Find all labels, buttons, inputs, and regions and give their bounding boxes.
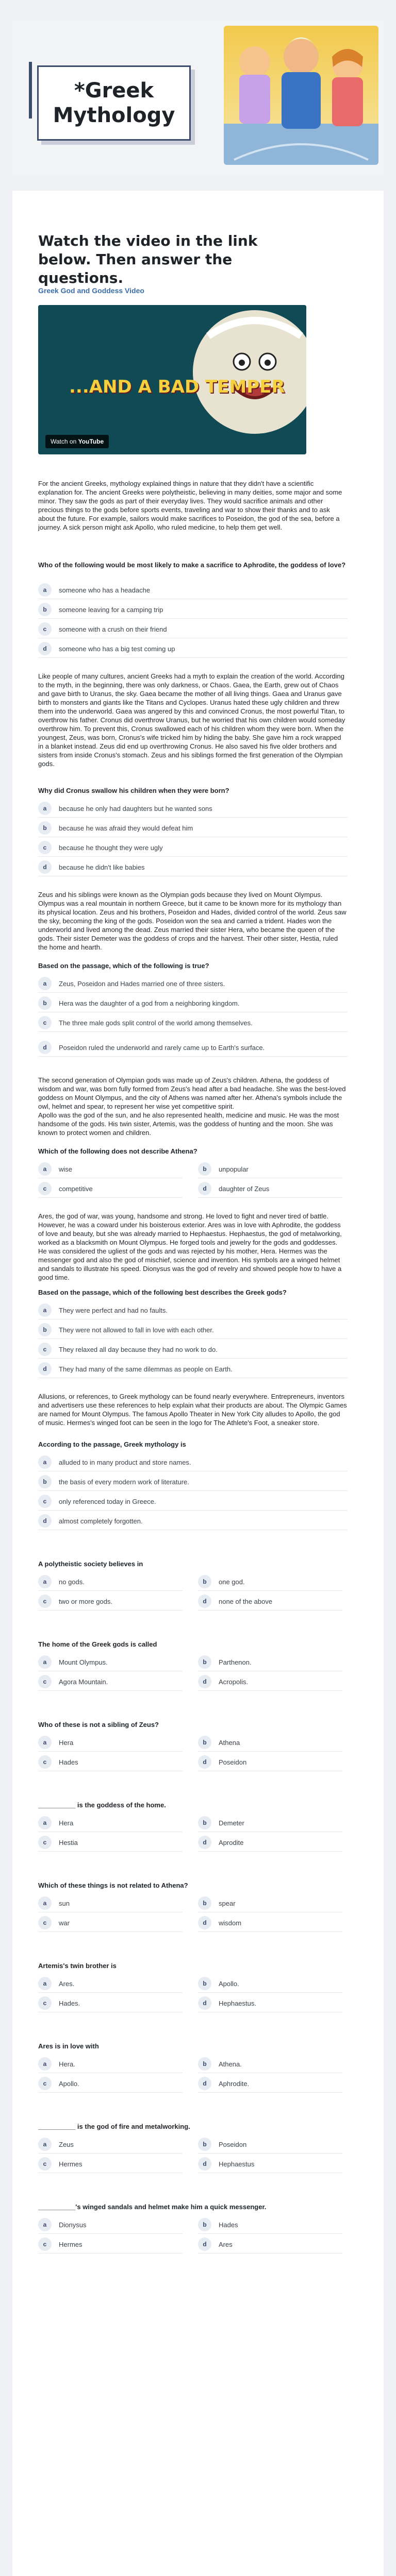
option-letter-badge: d: [38, 860, 52, 874]
option-letter-badge: b: [198, 1816, 211, 1829]
option-text: because he was afraid they would defeat him: [59, 824, 193, 832]
option-text: none of the above: [219, 1597, 273, 1605]
answer-option[interactable]: [198, 1753, 342, 1771]
option-text: Hermes: [59, 2160, 82, 2168]
option-letter-badge: d: [198, 1916, 211, 1929]
option-letter-badge: b: [198, 2057, 211, 2071]
option-letter-badge: b: [38, 1323, 52, 1336]
answer-option[interactable]: [198, 1592, 342, 1611]
option-letter-badge: c: [38, 1675, 52, 1688]
answer-option[interactable]: [38, 1453, 348, 1471]
option-text: because he only had daughters but he wanted sons: [59, 804, 212, 812]
option-letter-badge: b: [198, 2138, 211, 2151]
option-text: Hades: [59, 1758, 78, 1766]
reading-passage: Ares, the god of war, was young, handsome and strong. He loved to fight and never tired of battle. However, he was a coward under his boisterous exterior. Ares was in love with Aphrodite, the goddess of love and beauty, but she was already married to Hephaestus. Hephaestus, the god of metalworking, worked as a blacksmith on Mount Olympus. He forged tools and jewelry for the gods and goddesses. He was considered the ugliest of the gods and was rejected by his mother, Hera. Hermes was the messenger god and also the god of mischief, science and invention. His symbols are a winged helmet and sandals to illustrate his speed. Dionysus was the god of revelry and showed people how to have a good time.: [38, 1212, 342, 1281]
option-letter-badge: b: [198, 1655, 211, 1669]
option-letter-badge: d: [38, 642, 52, 655]
answer-option[interactable]: [38, 601, 348, 619]
option-text: Hephaestus: [219, 2160, 255, 2168]
video-link[interactable]: Greek God and Goddess Video: [38, 286, 144, 295]
answer-option[interactable]: [198, 2055, 342, 2073]
answer-option[interactable]: [38, 858, 348, 876]
option-letter-badge: d: [198, 1755, 211, 1769]
option-text: Agora Mountain.: [59, 1677, 108, 1686]
option-letter-badge: a: [38, 1736, 52, 1749]
answer-option[interactable]: [38, 2235, 183, 2253]
option-letter-badge: b: [198, 1896, 211, 1910]
answer-option[interactable]: [38, 1360, 348, 1378]
option-letter-badge: d: [198, 2157, 211, 2171]
answer-option[interactable]: [38, 975, 348, 993]
answer-option[interactable]: [38, 1341, 348, 1359]
option-text: They had many of the same dilemmas as people on Earth.: [59, 1365, 233, 1373]
option-letter-badge: b: [38, 821, 52, 835]
option-letter-badge: a: [38, 1455, 52, 1469]
option-letter-badge: d: [198, 2077, 211, 2090]
option-text: Poseidon: [219, 2140, 247, 2148]
option-letter-badge: b: [198, 2218, 211, 2231]
option-letter-badge: d: [198, 1836, 211, 1849]
answer-option[interactable]: [198, 1573, 342, 1591]
answer-option[interactable]: [38, 1493, 348, 1511]
option-text: They were not allowed to fall in love with each other.: [59, 1326, 214, 1334]
option-text: because he thought they were ugly: [59, 843, 163, 852]
answer-option[interactable]: [38, 1180, 183, 1198]
question-text: __________ is the goddess of the home.: [38, 1801, 166, 1809]
question-text: Artemis's twin brother is: [38, 1962, 117, 1970]
question-text: Based on the passage, which of the following is true?: [38, 962, 209, 970]
option-text: Hermes: [59, 2240, 82, 2248]
video-embed[interactable]: [38, 305, 306, 454]
option-text: alluded to in many product and store names.: [59, 1458, 191, 1466]
answer-option[interactable]: [38, 2216, 183, 2234]
option-letter-badge: a: [38, 2057, 52, 2071]
option-letter-badge: a: [38, 1162, 52, 1176]
answer-option[interactable]: [38, 640, 348, 658]
option-letter-badge: d: [198, 2238, 211, 2251]
answer-option[interactable]: [38, 1834, 183, 1852]
watch-on-youtube-button[interactable]: [45, 435, 109, 448]
question-text: __________ is the god of fire and metalworking.: [38, 2123, 190, 2130]
option-letter-badge: a: [38, 977, 52, 990]
answer-option[interactable]: [38, 1753, 183, 1771]
option-text: Athena.: [219, 2060, 242, 2068]
question-text: Which of the following does not describe Athena?: [38, 1147, 197, 1155]
option-text: Aphrodite.: [219, 2079, 250, 2088]
option-text: Zeus, Poseidon and Hades married one of three sisters.: [59, 979, 225, 988]
worksheet-header: [12, 21, 384, 175]
answer-option[interactable]: [198, 1975, 342, 1993]
option-text: Poseidon ruled the underworld and rarely came up to Earth's surface.: [59, 1043, 265, 1052]
option-letter-badge: d: [198, 1675, 211, 1688]
option-text: wisdom: [219, 1919, 242, 1927]
answer-option[interactable]: [198, 1834, 342, 1852]
option-text: Ares: [219, 2240, 233, 2248]
option-text: Hera.: [59, 2060, 75, 2068]
option-text: Hades: [219, 2221, 238, 2229]
option-text: Hades.: [59, 1999, 80, 2007]
answer-option[interactable]: [38, 1160, 183, 1178]
video-overlay-title: ...AND A BAD TEMPER: [69, 377, 285, 397]
question-text: Why did Cronus swallow his children when they were born?: [38, 787, 229, 794]
option-letter-badge: c: [38, 841, 52, 854]
answer-option[interactable]: [198, 1994, 342, 2012]
answer-option[interactable]: [38, 2075, 183, 2093]
answer-option[interactable]: [198, 1734, 342, 1752]
answer-option[interactable]: [198, 2216, 342, 2234]
option-letter-badge: a: [38, 1977, 52, 1990]
option-letter-badge: a: [38, 2218, 52, 2231]
answer-option[interactable]: [38, 1994, 183, 2012]
answer-option[interactable]: [198, 1914, 342, 1932]
answer-option[interactable]: [38, 2136, 183, 2154]
option-text: wise: [59, 1165, 73, 1173]
option-letter-badge: c: [38, 1016, 52, 1029]
option-text: Ares.: [59, 1979, 75, 1988]
question-text: Who of these is not a sibling of Zeus?: [38, 1721, 159, 1728]
option-text: Parthenon.: [219, 1658, 252, 1666]
option-letter-badge: c: [38, 1182, 52, 1195]
answer-option[interactable]: [38, 1653, 183, 1671]
option-letter-badge: d: [38, 1041, 52, 1054]
option-letter-badge: b: [198, 1575, 211, 1588]
question-text: Which of these things is not related to Athena?: [38, 1882, 188, 1889]
option-letter-badge: c: [38, 1916, 52, 1929]
answer-option[interactable]: [38, 1014, 348, 1032]
option-text: Hera was the daughter of a god from a neighboring kingdom.: [59, 999, 240, 1007]
title-box: [29, 41, 199, 165]
option-letter-badge: c: [38, 622, 52, 636]
option-letter-badge: c: [38, 1836, 52, 1849]
youtube-label: YouTube: [78, 438, 104, 445]
answer-option[interactable]: [38, 1301, 348, 1319]
option-text: sun: [59, 1899, 70, 1907]
option-text: only referenced today in Greece.: [59, 1497, 156, 1505]
answer-option[interactable]: [38, 1673, 183, 1691]
answer-option[interactable]: [198, 1160, 342, 1178]
answer-option[interactable]: [38, 819, 348, 837]
option-letter-badge: a: [38, 802, 52, 815]
option-letter-badge: a: [38, 1655, 52, 1669]
option-letter-badge: d: [38, 1514, 52, 1528]
option-text: someone with a crush on their friend: [59, 625, 167, 633]
answer-option[interactable]: [198, 1180, 342, 1198]
option-letter-badge: c: [38, 2238, 52, 2251]
option-text: Mount Olympus.: [59, 1658, 108, 1666]
option-letter-badge: a: [38, 1896, 52, 1910]
option-text: spear: [219, 1899, 236, 1907]
question-text: A polytheistic society believes in: [38, 1560, 143, 1568]
answer-option[interactable]: [38, 1039, 348, 1057]
answer-option[interactable]: [198, 2136, 342, 2154]
option-letter-badge: d: [198, 1595, 211, 1608]
option-letter-badge: c: [38, 2077, 52, 2090]
option-text: The three male gods split control of the world among themselves.: [59, 1019, 253, 1027]
option-text: someone leaving for a camping trip: [59, 605, 163, 614]
option-letter-badge: c: [38, 1595, 52, 1608]
option-letter-badge: a: [38, 1816, 52, 1829]
option-text: They were perfect and had no faults.: [59, 1306, 168, 1314]
option-letter-badge: b: [38, 1475, 52, 1488]
question-text: Based on the passage, which of the following best describes the Greek gods?: [38, 1289, 287, 1296]
worksheet-body: [12, 191, 384, 2576]
option-letter-badge: c: [38, 1343, 52, 1356]
answer-option[interactable]: [198, 1814, 342, 1832]
option-text: daughter of Zeus: [219, 1184, 270, 1193]
answer-option[interactable]: [38, 1592, 183, 1611]
question-text: Who of the following would be most likely to make a sacrifice to Aphrodite, the goddess of love?: [38, 561, 346, 569]
answer-option[interactable]: [38, 620, 348, 638]
reading-passage: Zeus and his siblings were known as the Olympian gods because they lived on Mount Olympus. Olympus was a real mountain in northern Greece, but it came to be known more for its mythology than its physical location. Zeus and his brothers, Poseidon and Hades, divided control of the world. Zeus saw the sky, becoming the king of the gods. Poseidon won the sea and carried a trident. Hades won the underworld and lived among the dead. Zeus married their sister Hera, who became the queen of the gods. Their sister Demeter was the goddess of crops and the harvest. Their other sister, Hestia, ruled the home and hearth.: [38, 891, 346, 951]
question-text: Ares is in love with: [38, 2042, 99, 2050]
option-letter-badge: d: [198, 1182, 211, 1195]
answer-option[interactable]: [38, 1321, 348, 1339]
option-text: Demeter: [219, 1819, 244, 1827]
option-text: no gods.: [59, 1578, 85, 1586]
answer-option[interactable]: [38, 1975, 183, 1993]
instructions-heading: Watch the video in the link below. Then answer the questions.: [38, 232, 258, 286]
answer-option[interactable]: [38, 800, 348, 818]
option-letter-badge: c: [38, 1996, 52, 2010]
option-text: the basis of every modern work of literature.: [59, 1478, 189, 1486]
option-text: Hera: [59, 1738, 74, 1747]
answer-option[interactable]: [38, 1914, 183, 1932]
reading-passage: Allusions, or references, to Greek mythology can be found nearly everywhere. Entrepreneurs, inventors and advertisers use these references to help explain what their products are about. The Olympic Games are named for Mount Olympus. The famous Apollo Theater in New York City alludes to Apollo, the god of music. Hermes's winged foot can be seen in the logo for The Athlete's Foot, a sneaker store.: [38, 1393, 347, 1427]
option-text: They relaxed all day because they had no work to do.: [59, 1345, 218, 1353]
answer-option[interactable]: [38, 581, 348, 599]
answer-option[interactable]: [38, 1512, 348, 1530]
option-text: Apollo.: [219, 1979, 239, 1988]
option-text: someone who has a big test coming up: [59, 645, 175, 653]
option-text: Athena: [219, 1738, 240, 1747]
option-letter-badge: c: [38, 1755, 52, 1769]
option-letter-badge: a: [38, 583, 52, 597]
option-text: almost completely forgotten.: [59, 1517, 143, 1525]
option-text: Zeus: [59, 2140, 74, 2148]
answer-option[interactable]: [38, 1894, 183, 1912]
option-letter-badge: a: [38, 2138, 52, 2151]
answer-option[interactable]: [198, 1894, 342, 1912]
option-letter-badge: d: [38, 1362, 52, 1376]
option-text: competitive: [59, 1184, 93, 1193]
question-text: The home of the Greek gods is called: [38, 1640, 157, 1648]
option-text: Acropolis.: [219, 1677, 249, 1686]
option-letter-badge: b: [38, 996, 52, 1010]
title-accent-bar: [29, 62, 32, 118]
option-letter-badge: a: [38, 1575, 52, 1588]
title-card: [37, 65, 191, 141]
option-text: unpopular: [219, 1165, 249, 1173]
reading-passage: The second generation of Olympian gods was made up of Zeus's children. Athena, the goddess of wisdom and war, was born fully formed from Zeus's head after a bad headache. She was the best-loved goddess on Mount Olympus, and the city of Athens was named after her. Athena's symbols include the owl, helmet and spear, to represent her wise yet competitive spirit. Apollo was the god of the sun, and he also represented health, medicine and music. He was the most handsome of the gods. His twin sister, Artemis, was the goddess of hunting and the moon. She was known to protect women and children.: [38, 1076, 346, 1137]
option-letter-badge: a: [38, 1303, 52, 1317]
answer-option[interactable]: [38, 1814, 183, 1832]
option-letter-badge: c: [38, 1495, 52, 1508]
watch-on-label: Watch on: [51, 438, 77, 445]
reading-passage: Like people of many cultures, ancient Greeks had a myth to explain the creation of the world. According to the myth, in the beginning, there was only darkness, or Chaos. Gaea, the Earth, grew out of Chaos and gave birth to Uranus, the sky. Gaea became the mother of all living things. Gaea and Uranus gave birth to monsters and giants like the Titans and Cyclopes. Uranus hated these ugly children and threw them into the underworld. Gaea was angered by this and convinced Cronus, the most powerful Titan, to overthrow his father. Cronus did overthrow Uranus, but he worried that his own children would someday overthrow him. To prevent this, Cronus swallowed each of his children whom they were born. When the youngest, Zeus, was born, Cronus's wife tricked him by hiding the baby. She gave him a rock wrapped in a blanket instead. Zeus did end up overthrowing Cronus. He also saved his five older brothers and sisters from inside Cronus's stomach. Zeus and his siblings formed the first generation of the Olympian gods.: [38, 672, 345, 768]
option-text: Hera: [59, 1819, 74, 1827]
option-text: war: [59, 1919, 70, 1927]
answer-option[interactable]: [38, 1734, 183, 1752]
option-text: Hephaestus.: [219, 1999, 256, 2007]
question-text: According to the passage, Greek mythology is: [38, 1440, 186, 1448]
question-text: __________'s winged sandals and helmet make him a quick messenger.: [38, 2203, 267, 2211]
option-text: Aprodite: [219, 1838, 244, 1846]
option-text: Apollo.: [59, 2079, 79, 2088]
option-text: Hestia: [59, 1838, 78, 1846]
answer-option[interactable]: [38, 2155, 183, 2173]
option-letter-badge: b: [38, 603, 52, 616]
option-letter-badge: b: [198, 1977, 211, 1990]
answer-option[interactable]: [198, 2155, 342, 2173]
option-letter-badge: b: [198, 1736, 211, 1749]
option-text: Dionysus: [59, 2221, 87, 2229]
option-text: two or more gods.: [59, 1597, 113, 1605]
option-letter-badge: b: [198, 1162, 211, 1176]
answer-option[interactable]: [198, 2235, 342, 2253]
page-title: *Greek Mythology: [53, 79, 175, 127]
answer-option[interactable]: [38, 994, 348, 1012]
option-text: Poseidon: [219, 1758, 247, 1766]
option-text: because he didn't like babies: [59, 863, 145, 871]
option-text: one god.: [219, 1578, 245, 1586]
option-text: someone who has a headache: [59, 586, 151, 594]
answer-option[interactable]: [38, 2055, 183, 2073]
answer-option[interactable]: [38, 839, 348, 857]
answer-option[interactable]: [38, 1573, 183, 1591]
answer-option[interactable]: [198, 2075, 342, 2093]
option-letter-badge: d: [198, 1996, 211, 2010]
reading-passage: For the ancient Greeks, mythology explained things in nature that they didn't have a scientific explanation for. The ancient Greeks were polytheistic, believing in many deities, some major and some minor. They saw the gods as part of their everyday lives. They would sacrifice animals and other precious things to the gods before sports events, traveling and war to show their thanks and to ask about the future. For example, sailors would make sacrifices to Poseidon, the god of the sea, before a journey. A sick person might ask Apollo, who ruled medicine, to help them get well.: [38, 480, 342, 531]
answer-option[interactable]: [38, 1473, 348, 1491]
answer-option[interactable]: [198, 1653, 342, 1671]
greek-gods-illustration: [224, 26, 378, 165]
option-letter-badge: c: [38, 2157, 52, 2171]
answer-option[interactable]: [198, 1673, 342, 1691]
